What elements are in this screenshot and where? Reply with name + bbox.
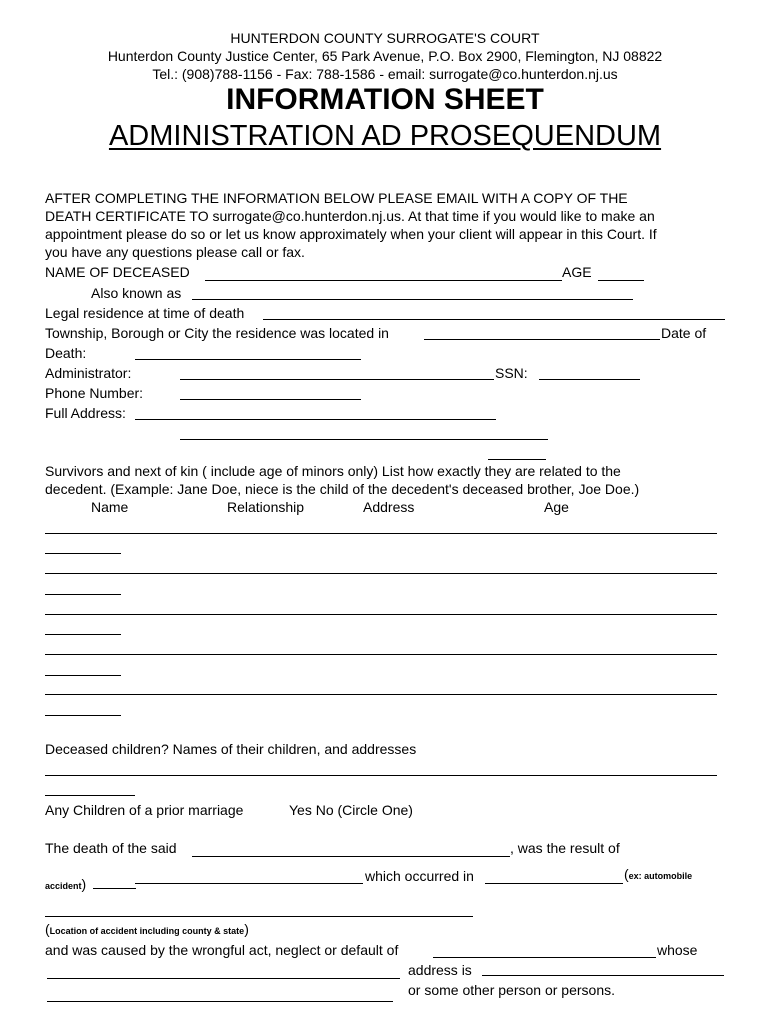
- address-is-field[interactable]: [482, 975, 724, 976]
- cause-field[interactable]: [135, 883, 363, 884]
- full-address-field-1[interactable]: [135, 419, 496, 420]
- survivor-row-5-cont[interactable]: [45, 715, 121, 716]
- instructions-line-1: AFTER COMPLETING THE INFORMATION BELOW PLEASE EMAIL WITH A COPY OF THE: [45, 190, 628, 206]
- deceased-children-label: Deceased children? Names of their children, and addresses: [45, 741, 417, 757]
- administrator-field[interactable]: [180, 379, 494, 380]
- survivors-intro-1: Survivors and next of kin ( include age of minors only) List how exactly they are related to the: [45, 463, 621, 479]
- survivor-row-1[interactable]: [45, 533, 717, 534]
- example-note: (ex: automobile: [624, 866, 693, 882]
- full-address-field-2[interactable]: [180, 439, 548, 440]
- court-name: HUNTERDON COUNTY SURROGATE'S COURT: [230, 30, 540, 46]
- page-title: INFORMATION SHEET: [226, 83, 544, 116]
- deceased-children-field[interactable]: [45, 775, 717, 776]
- instructions-line-2: DEATH CERTIFICATE TO surrogate@co.hunterdon.nj.us. At that time if you would like to make an: [45, 208, 655, 224]
- also-known-as-label: Also known as: [91, 285, 182, 301]
- survivor-row-2[interactable]: [45, 573, 717, 574]
- survivor-row-4[interactable]: [45, 654, 717, 655]
- other-party-field[interactable]: [47, 1001, 393, 1002]
- survivor-row-5[interactable]: [45, 694, 717, 695]
- wrongful-party-field[interactable]: [47, 978, 400, 979]
- occurred-in-label: which occurred in: [365, 868, 474, 884]
- administrator-label: Administrator:: [45, 365, 132, 381]
- column-age: Age: [544, 499, 569, 515]
- full-address-label: Full Address:: [45, 405, 126, 421]
- prior-marriage-options[interactable]: Yes No (Circle One): [289, 802, 413, 818]
- ssn-field[interactable]: [539, 379, 640, 380]
- location-label: (Location of accident including county & state): [45, 921, 249, 937]
- column-address: Address: [363, 499, 415, 515]
- survivor-row-1-cont[interactable]: [45, 553, 121, 554]
- township-field[interactable]: [424, 339, 660, 340]
- date-of-label: Date of: [661, 325, 707, 341]
- accident-note: accident): [45, 876, 87, 892]
- survivor-row-3[interactable]: [45, 614, 717, 615]
- occurred-in-field[interactable]: [485, 883, 623, 884]
- accident-field[interactable]: [93, 888, 136, 889]
- death-date-label: Death:: [45, 345, 87, 361]
- also-known-as-field[interactable]: [192, 299, 633, 300]
- township-label: Township, Borough or City the residence was located in: [45, 325, 389, 341]
- whose-label: whose: [657, 942, 698, 958]
- death-of-field[interactable]: [192, 856, 510, 857]
- legal-residence-field[interactable]: [263, 319, 725, 320]
- phone-label: Phone Number:: [45, 385, 144, 401]
- column-name: Name: [91, 499, 129, 515]
- ssn-label: SSN:: [495, 365, 528, 381]
- column-relationship: Relationship: [227, 499, 305, 515]
- death-of-label: The death of the said: [45, 840, 177, 856]
- address-is-label: address is: [408, 962, 472, 978]
- page-subtitle: ADMINISTRATION AD PROSEQUENDUM: [108, 120, 662, 152]
- phone-field[interactable]: [180, 399, 361, 400]
- age-field[interactable]: [598, 280, 644, 281]
- survivors-intro-2: decedent. (Example: Jane Doe, niece is the child of the decedent's deceased brother, Joe Doe.): [45, 481, 640, 497]
- other-person-label: or some other person or persons.: [408, 982, 615, 998]
- result-of-label: , was the result of: [510, 840, 620, 856]
- instructions-line-4: you have any questions please call or fax.: [45, 244, 305, 260]
- survivor-row-2-cont[interactable]: [45, 594, 121, 595]
- name-of-deceased-field[interactable]: [205, 280, 562, 281]
- full-address-field-3[interactable]: [488, 459, 546, 460]
- name-of-deceased-label: NAME OF DECEASED: [45, 264, 190, 280]
- survivor-row-3-cont[interactable]: [45, 634, 121, 635]
- age-label: AGE: [562, 264, 592, 280]
- survivor-row-4-cont[interactable]: [45, 675, 121, 676]
- prior-marriage-label: Any Children of a prior marriage: [45, 802, 244, 818]
- death-date-field[interactable]: [135, 359, 361, 360]
- legal-residence-label: Legal residence at time of death: [45, 305, 245, 321]
- wrongful-act-field[interactable]: [433, 957, 656, 958]
- deceased-children-field-cont[interactable]: [45, 795, 135, 796]
- wrongful-act-label: and was caused by the wrongful act, neglect or default of: [45, 942, 399, 958]
- court-contact: Tel.: (908)788-1156 - Fax: 788-1586 - email: surrogate@co.hunterdon.nj.us: [152, 66, 618, 82]
- court-address: Hunterdon County Justice Center, 65 Park Avenue, P.O. Box 2900, Flemington, NJ 08822: [107, 48, 663, 64]
- instructions-line-3: appointment please do so or let us know approximately when your client will appear in this Court. If: [45, 226, 657, 242]
- location-field[interactable]: [45, 916, 473, 917]
